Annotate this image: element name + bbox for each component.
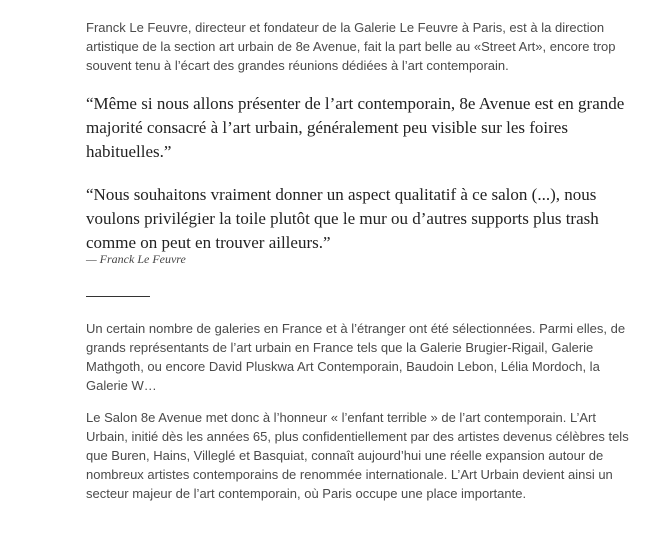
intro-paragraph: Franck Le Feuvre, directeur et fondateur de la Galerie Le Feuvre à Paris, est à la direction artistique de la section art urbain de 8e Avenue, fait la part belle au «Street Art», encore trop souvent tenu à l’écart des grandes réunions dédiées à l’art contemporain. [86, 20, 616, 73]
galleries-paragraph: Un certain nombre de galeries en France et à l’étranger ont été sélectionnées. Parmi elles, de grands représentants de l’art urbain en France tels que la Galerie Brugier-Rigail, Galerie Mathgoth, ou encore David Pluskwa Art Contemporain, Baudoin Lebon, Lélia Mordoch, la Galerie W… [86, 321, 626, 393]
pull-quote-2: “Nous souhaitons vraiment donner un aspect qualitatif à ce salon (...), nous voulons privilégier la toile plutôt que le mur ou d’autres supports plus trash comme on peut en trouver ailleurs.” [86, 185, 599, 252]
quote-citation: — Franck Le Feuvre [86, 252, 186, 266]
section-divider [86, 296, 150, 297]
salon-paragraph: Le Salon 8e Avenue met donc à l’honneur « l’enfant terrible » de l’art contemporain. L’Art Urbain, initié dès les années 65, plus confidentiellement par des artistes devenus célèbres tels que Buren, Hains, Villeglé et Basquiat, connaît aujourd’hui une réelle expansion autour de nombreux artistes contemporains de renommée internationale. L’Art Urbain devient ainsi un secteur majeur de l’art contemporain, où Paris occupe une place importante. [86, 410, 629, 501]
pull-quote-1: “Même si nous allons présenter de l’art contemporain, 8e Avenue est en grande majorité consacré à l’art urbain, généralement peu visible sur les foires habituelles.” [86, 94, 625, 161]
